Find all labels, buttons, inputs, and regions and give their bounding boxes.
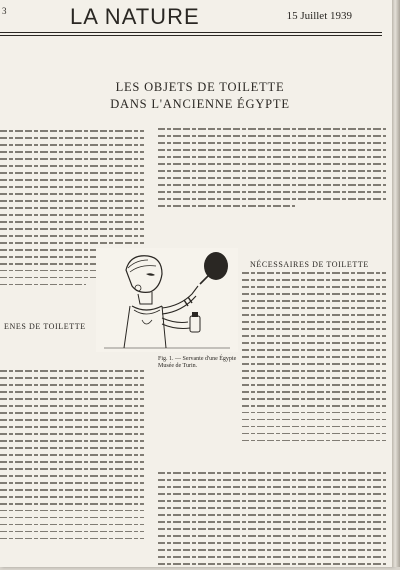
text-line [158, 177, 386, 179]
text-line [158, 521, 386, 523]
text-line [0, 228, 144, 230]
text-line [0, 377, 144, 379]
text-line [242, 433, 386, 435]
text-line [158, 535, 386, 537]
text-line [158, 479, 386, 481]
text-line [242, 321, 386, 323]
text-line [158, 472, 386, 474]
text-line [0, 517, 144, 519]
figure-caption: Fig. 1. — Servante d'une Égypte Musée de Turin. [158, 356, 237, 369]
text-line [242, 300, 386, 302]
text-line [242, 440, 386, 442]
text-line [0, 496, 144, 498]
text-line [158, 528, 386, 530]
text-line [242, 286, 386, 288]
text-line [158, 170, 386, 172]
text-line [158, 500, 386, 502]
text-line [242, 384, 386, 386]
text-line [0, 221, 144, 223]
text-line [242, 293, 386, 295]
text-line [242, 307, 386, 309]
text-line [242, 314, 386, 316]
text-line [242, 328, 386, 330]
text-line [242, 342, 386, 344]
text-line [0, 384, 144, 386]
text-line [158, 184, 386, 186]
text-line [0, 172, 144, 174]
issue-date: 15 Juillet 1939 [286, 10, 352, 22]
text-line [242, 349, 386, 351]
text-line [0, 454, 144, 456]
text-line [158, 142, 386, 144]
text-line [242, 279, 386, 281]
text-line [0, 510, 144, 512]
text-line [0, 475, 144, 477]
illustration-egyptian-servant [96, 248, 238, 352]
text-line [0, 531, 144, 533]
text-line [0, 186, 144, 188]
text-line [0, 370, 144, 372]
text-line [0, 524, 144, 526]
text-line [0, 200, 144, 202]
text-line [158, 198, 386, 200]
text-line [0, 151, 144, 153]
text-line [0, 419, 144, 421]
text-line [158, 135, 386, 137]
text-line [0, 137, 144, 139]
text-line [158, 163, 386, 165]
text-line [0, 165, 144, 167]
text-line [0, 468, 144, 470]
text-line [0, 538, 144, 540]
text-line [0, 447, 144, 449]
text-column-right-top [158, 128, 386, 212]
header-rule [0, 32, 382, 33]
text-line [158, 205, 295, 207]
text-line [0, 503, 144, 505]
text-line [0, 193, 144, 195]
text-line [242, 370, 386, 372]
text-line [0, 214, 144, 216]
text-line [0, 158, 144, 160]
text-line [0, 144, 144, 146]
text-line [158, 156, 386, 158]
text-line [158, 542, 386, 544]
text-line [0, 284, 86, 286]
text-line [0, 461, 144, 463]
text-line [158, 563, 386, 565]
text-line [0, 391, 144, 393]
text-line [158, 149, 386, 151]
text-line [242, 391, 386, 393]
text-line [0, 433, 144, 435]
page-binding-edge [392, 0, 400, 567]
text-line [242, 398, 386, 400]
text-line [242, 419, 386, 421]
text-line [242, 412, 386, 414]
text-line [158, 493, 386, 495]
text-line [0, 440, 144, 442]
text-line [0, 405, 144, 407]
text-line [242, 426, 386, 428]
text-column-right-bottom [158, 472, 386, 570]
text-line [0, 179, 144, 181]
text-column-right [242, 272, 386, 447]
text-line [0, 235, 144, 237]
text-line [242, 377, 386, 379]
masthead: LA NATURE [70, 4, 200, 29]
text-line [0, 398, 144, 400]
text-line [158, 556, 386, 558]
text-line [0, 412, 144, 414]
text-column-left-bottom [0, 370, 144, 545]
section-heading-right: NÉCESSAIRES DE TOILETTE [250, 260, 369, 269]
text-line [0, 426, 144, 428]
article-title-line2: DANS L'ANCIENNE ÉGYPTE [110, 97, 290, 111]
text-line [158, 507, 386, 509]
header-rule-thin [0, 35, 382, 36]
text-line [158, 128, 386, 130]
text-line [242, 272, 386, 274]
text-line [158, 191, 386, 193]
text-line [242, 363, 386, 365]
section-heading-left: ENES DE TOILETTE [4, 322, 86, 331]
text-line [0, 482, 144, 484]
text-line [158, 514, 386, 516]
text-line [242, 405, 386, 407]
text-line [242, 356, 386, 358]
text-line [0, 130, 144, 132]
text-line [0, 242, 144, 244]
text-line [0, 489, 144, 491]
text-line [242, 335, 386, 337]
article-title-line1: LES OBJETS DE TOILETTE [115, 80, 285, 94]
page-number: 3 [2, 6, 7, 16]
text-line [158, 549, 386, 551]
servant-drawing [96, 248, 238, 352]
text-line [158, 486, 386, 488]
text-line [0, 207, 144, 209]
